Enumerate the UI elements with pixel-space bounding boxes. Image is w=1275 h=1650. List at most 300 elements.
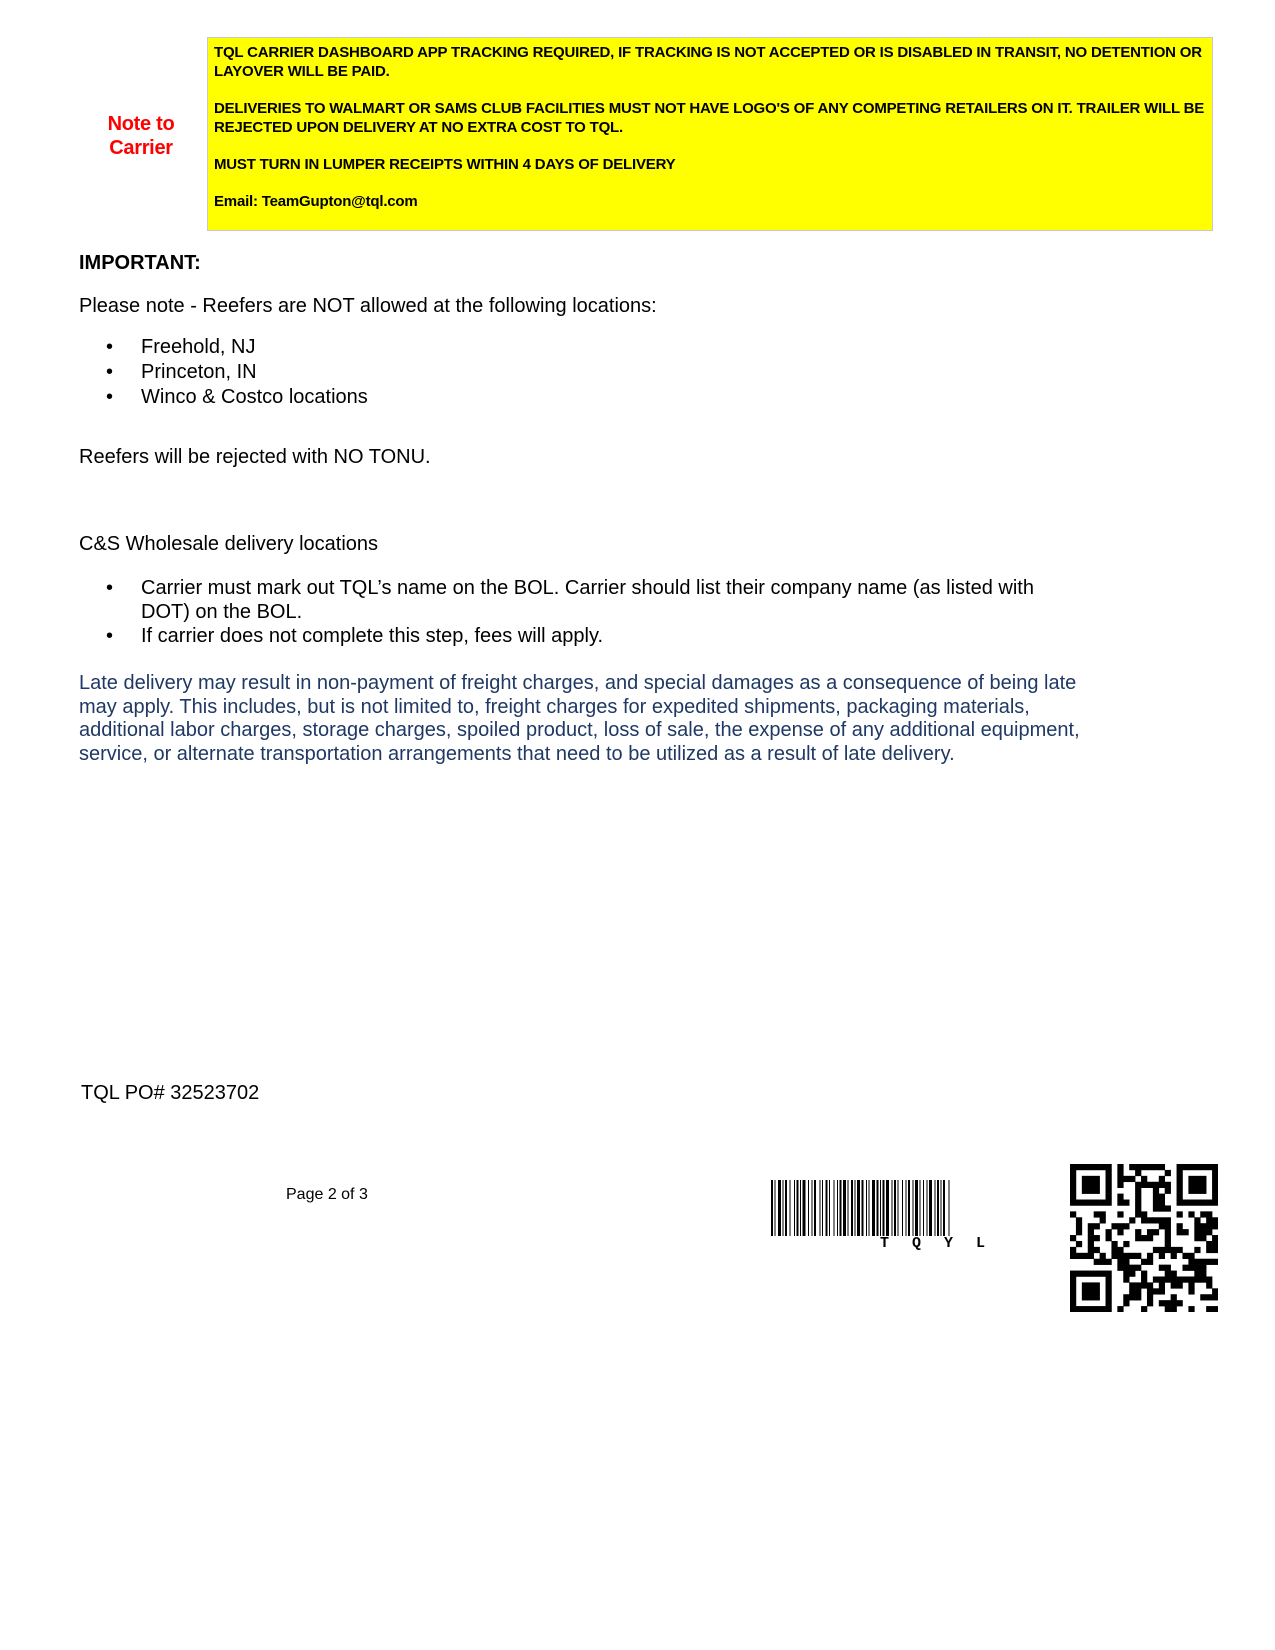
qr-module [1194, 1247, 1200, 1253]
qr-module [1135, 1229, 1141, 1235]
qr-finder-module [1094, 1164, 1100, 1170]
barcode-bar [794, 1180, 795, 1236]
qr-module [1188, 1282, 1194, 1288]
qr-module [1159, 1200, 1165, 1206]
barcode-bar [851, 1180, 853, 1236]
barcode-bar [785, 1180, 787, 1236]
barcode-bar [869, 1180, 870, 1236]
qr-module [1159, 1265, 1165, 1271]
barcode-bar [902, 1180, 903, 1236]
qr-finder-module [1070, 1282, 1076, 1288]
list-item: • Winco & Costco locations [106, 386, 368, 408]
qr-finder-module [1106, 1282, 1112, 1288]
qr-module [1200, 1259, 1206, 1265]
qr-module [1135, 1288, 1141, 1294]
qr-finder-module [1106, 1194, 1112, 1200]
barcode-bar [908, 1180, 910, 1236]
qr-finder-module [1070, 1200, 1076, 1206]
barcode-bar [877, 1180, 879, 1236]
qr-finder-module [1076, 1306, 1082, 1312]
qr-module [1159, 1194, 1165, 1200]
qr-finder-module [1088, 1306, 1094, 1312]
qr-module [1117, 1194, 1123, 1200]
cs-heading: C&S Wholesale delivery locations [79, 533, 379, 555]
qr-module [1177, 1247, 1183, 1253]
qr-module [1123, 1176, 1129, 1182]
qr-finder-module [1194, 1200, 1200, 1206]
qr-finder-module [1106, 1176, 1112, 1182]
barcode-bar [814, 1180, 816, 1236]
qr-module [1171, 1276, 1177, 1282]
qr-module [1100, 1217, 1106, 1223]
barcode-bar [771, 1180, 773, 1236]
barcode-bar [778, 1180, 781, 1236]
qr-module [1165, 1276, 1171, 1282]
barcode-bar [892, 1180, 893, 1236]
qr-finder-module [1082, 1288, 1088, 1294]
qr-finder-module [1106, 1164, 1112, 1170]
qr-module [1147, 1229, 1153, 1235]
qr-finder-module [1200, 1176, 1206, 1182]
qr-finder-module [1106, 1300, 1112, 1306]
qr-finder-module [1188, 1164, 1194, 1170]
qr-module [1076, 1217, 1082, 1223]
qr-finder-module [1088, 1188, 1094, 1194]
qr-module [1194, 1271, 1200, 1277]
qr-module [1153, 1194, 1159, 1200]
qr-finder-module [1212, 1188, 1218, 1194]
qr-module [1117, 1164, 1123, 1170]
qr-finder-module [1206, 1164, 1212, 1170]
qr-module [1117, 1306, 1123, 1312]
qr-finder-module [1106, 1200, 1112, 1206]
qr-finder-module [1106, 1276, 1112, 1282]
qr-module [1141, 1271, 1147, 1277]
qr-finder-module [1094, 1188, 1100, 1194]
qr-finder-module [1106, 1271, 1112, 1277]
qr-finder-module [1082, 1164, 1088, 1170]
qr-finder-module [1070, 1182, 1076, 1188]
qr-module [1111, 1223, 1117, 1229]
qr-module [1141, 1235, 1147, 1241]
qr-module [1117, 1259, 1123, 1265]
qr-module [1076, 1229, 1082, 1235]
qr-module [1212, 1294, 1218, 1300]
bullet-icon: • [106, 386, 114, 408]
bullet-icon: • [106, 625, 114, 647]
qr-finder-module [1082, 1182, 1088, 1188]
qr-finder-module [1094, 1282, 1100, 1288]
qr-module [1129, 1253, 1135, 1259]
qr-module [1200, 1229, 1206, 1235]
qr-module [1135, 1182, 1141, 1188]
barcode-bar [937, 1180, 939, 1236]
qr-module [1153, 1205, 1159, 1211]
qr-finder-module [1106, 1294, 1112, 1300]
qr-module [1135, 1194, 1141, 1200]
qr-module [1153, 1182, 1159, 1188]
qr-module [1100, 1259, 1106, 1265]
qr-module [1194, 1259, 1200, 1265]
barcode-bar [783, 1180, 784, 1236]
qr-module [1165, 1170, 1171, 1176]
qr-module [1088, 1235, 1094, 1241]
qr-module [1206, 1259, 1212, 1265]
qr-module [1212, 1306, 1218, 1312]
qr-module [1153, 1288, 1159, 1294]
qr-finder-module [1070, 1164, 1076, 1170]
qr-module [1182, 1276, 1188, 1282]
qr-module [1188, 1288, 1194, 1294]
barcode-bar [943, 1180, 945, 1236]
qr-module [1171, 1306, 1177, 1312]
qr-module [1141, 1259, 1147, 1265]
qr-module [1159, 1276, 1165, 1282]
reefer-location-list [79, 335, 1079, 410]
qr-module [1171, 1271, 1177, 1277]
qr-module [1123, 1294, 1129, 1300]
qr-module [1159, 1217, 1165, 1223]
qr-module [1159, 1247, 1165, 1253]
qr-module [1159, 1182, 1165, 1188]
qr-module [1188, 1259, 1194, 1265]
qr-module [1206, 1229, 1212, 1235]
barcode-image [771, 1180, 1067, 1236]
qr-module [1147, 1253, 1153, 1259]
qr-finder-module [1088, 1282, 1094, 1288]
qr-finder-module [1212, 1194, 1218, 1200]
qr-module [1135, 1265, 1141, 1271]
qr-finder-module [1200, 1164, 1206, 1170]
qr-module [1188, 1265, 1194, 1271]
qr-finder-module [1177, 1170, 1183, 1176]
qr-module [1182, 1229, 1188, 1235]
note-email: Email: TeamGupton@tql.com [214, 193, 418, 210]
qr-finder-module [1212, 1200, 1218, 1206]
qr-module [1177, 1276, 1183, 1282]
qr-module [1165, 1265, 1171, 1271]
qr-module [1194, 1276, 1200, 1282]
tql-po-number: TQL PO# 32523702 [81, 1082, 260, 1104]
qr-module [1194, 1265, 1200, 1271]
qr-module [1177, 1282, 1183, 1288]
qr-module [1141, 1282, 1147, 1288]
qr-finder-module [1088, 1200, 1094, 1206]
qr-module [1159, 1205, 1165, 1211]
qr-module [1212, 1288, 1218, 1294]
reefer-intro: Please note - Reefers are NOT allowed at the following locations: [79, 295, 657, 317]
qr-module [1200, 1223, 1206, 1229]
qr-finder-module [1070, 1176, 1076, 1182]
qr-module [1141, 1211, 1147, 1217]
qr-finder-module [1082, 1282, 1088, 1288]
qr-module [1076, 1253, 1082, 1259]
qr-module [1159, 1300, 1165, 1306]
qr-module [1212, 1247, 1218, 1253]
qr-finder-module [1082, 1200, 1088, 1206]
barcode-text: TQYL [880, 1235, 1009, 1252]
qr-module [1088, 1241, 1094, 1247]
qr-finder-module [1194, 1182, 1200, 1188]
reefer-rejection: Reefers will be rejected with NO TONU. [79, 446, 431, 468]
qr-module [1117, 1253, 1123, 1259]
qr-module [1100, 1253, 1106, 1259]
qr-finder-module [1076, 1200, 1082, 1206]
qr-finder-module [1188, 1176, 1194, 1182]
list-item: • Carrier must mark out TQL’s name on the BOL. Carrier should list their company name (as listed with DOT) on the BOL. [106, 577, 1034, 623]
qr-finder-module [1094, 1182, 1100, 1188]
qr-module [1200, 1265, 1206, 1271]
qr-module [1106, 1229, 1112, 1235]
qr-module [1141, 1176, 1147, 1182]
qr-module [1147, 1182, 1153, 1188]
qr-module [1100, 1211, 1106, 1217]
bullet-icon: • [106, 577, 114, 599]
qr-finder-module [1200, 1200, 1206, 1206]
barcode-bar [929, 1180, 932, 1236]
barcode-bar [837, 1180, 838, 1236]
qr-module [1141, 1276, 1147, 1282]
qr-module [1123, 1276, 1129, 1282]
qr-module [1153, 1276, 1159, 1282]
qr-module [1165, 1241, 1171, 1247]
qr-module [1206, 1306, 1212, 1312]
qr-finder-module [1070, 1276, 1076, 1282]
qr-module [1147, 1288, 1153, 1294]
qr-finder-module [1070, 1306, 1076, 1312]
bullet-icon: • [106, 336, 114, 358]
qr-finder-module [1070, 1294, 1076, 1300]
qr-finder-module [1106, 1288, 1112, 1294]
qr-module [1188, 1211, 1194, 1217]
qr-module [1159, 1223, 1165, 1229]
barcode-bar [822, 1180, 823, 1236]
qr-finder-module [1088, 1294, 1094, 1300]
qr-module [1094, 1223, 1100, 1229]
qr-module [1171, 1294, 1177, 1300]
qr-finder-module [1088, 1176, 1094, 1182]
qr-finder-module [1200, 1182, 1206, 1188]
list-item: • Freehold, NJ [106, 336, 256, 358]
qr-module [1094, 1235, 1100, 1241]
barcode-bar [848, 1180, 849, 1236]
qr-module [1165, 1235, 1171, 1241]
qr-module [1141, 1217, 1147, 1223]
qr-module [1135, 1253, 1141, 1259]
qr-finder-module [1177, 1182, 1183, 1188]
qr-finder-module [1177, 1164, 1183, 1170]
qr-module [1117, 1176, 1123, 1182]
cs-list [79, 576, 1079, 648]
qr-finder-module [1188, 1188, 1194, 1194]
barcode-bar [894, 1180, 896, 1236]
qr-module [1135, 1188, 1141, 1194]
qr-module [1206, 1276, 1212, 1282]
bullet-icon: • [106, 361, 114, 383]
qr-finder-module [1212, 1176, 1218, 1182]
qr-finder-module [1177, 1188, 1183, 1194]
important-heading: IMPORTANT: [79, 252, 201, 274]
qr-finder-module [1082, 1271, 1088, 1277]
barcode-bar [834, 1180, 835, 1236]
barcode-bar [843, 1180, 846, 1236]
qr-module [1117, 1223, 1123, 1229]
barcode-bar [949, 1180, 950, 1236]
qr-module [1165, 1229, 1171, 1235]
barcode-bar [840, 1180, 842, 1236]
qr-module [1159, 1282, 1165, 1288]
qr-finder-module [1188, 1182, 1194, 1188]
qr-module [1177, 1211, 1183, 1217]
qr-module [1206, 1241, 1212, 1247]
qr-finder-module [1070, 1300, 1076, 1306]
qr-module [1094, 1259, 1100, 1265]
qr-finder-module [1212, 1164, 1218, 1170]
qr-finder-module [1094, 1271, 1100, 1277]
qr-module [1212, 1217, 1218, 1223]
qr-module [1165, 1271, 1171, 1277]
qr-module [1159, 1176, 1165, 1182]
qr-module [1165, 1306, 1171, 1312]
qr-module [1147, 1300, 1153, 1306]
qr-finder-module [1100, 1306, 1106, 1312]
qr-module [1141, 1164, 1147, 1170]
qr-finder-module [1082, 1306, 1088, 1312]
qr-module [1117, 1170, 1123, 1176]
qr-module [1129, 1294, 1135, 1300]
qr-module [1165, 1182, 1171, 1188]
qr-module [1147, 1294, 1153, 1300]
qr-finder-module [1094, 1288, 1100, 1294]
qr-module [1171, 1247, 1177, 1253]
qr-finder-module [1194, 1188, 1200, 1194]
qr-finder-module [1070, 1194, 1076, 1200]
qr-module [1129, 1176, 1135, 1182]
qr-module [1123, 1223, 1129, 1229]
barcode-bar [790, 1180, 791, 1236]
note-tracking: TQL CARRIER DASHBOARD APP TRACKING REQUIRED, IF TRACKING IS NOT ACCEPTED OR IS DISABLED IN TRANSIT, NO DETENTION OR LAYOVER WILL BE PAID. [214, 44, 1202, 80]
barcode-bar [927, 1180, 928, 1236]
qr-module [1165, 1300, 1171, 1306]
qr-finder-module [1206, 1200, 1212, 1206]
barcode-bar [886, 1180, 889, 1236]
qr-finder-module [1182, 1164, 1188, 1170]
barcode-bar [866, 1180, 867, 1236]
note-label-line2: Carrier [109, 137, 173, 159]
qr-module [1165, 1217, 1171, 1223]
qr-module [1165, 1223, 1171, 1229]
qr-finder-module [1194, 1176, 1200, 1182]
qr-finder-module [1082, 1294, 1088, 1300]
qr-finder-module [1082, 1188, 1088, 1194]
barcode-bar [898, 1180, 899, 1236]
barcode-bar [883, 1180, 885, 1236]
barcode-bar [775, 1180, 776, 1236]
qr-module [1129, 1265, 1135, 1271]
qr-module [1147, 1217, 1153, 1223]
qr-module [1117, 1229, 1123, 1235]
qr-finder-module [1070, 1271, 1076, 1277]
barcode-bar [915, 1180, 918, 1236]
qr-module [1141, 1306, 1147, 1312]
late-delivery-notice: Late delivery may result in non-payment of freight charges, and special damages as a consequence of being late may apply. This includes, but is not limited to, freight charges for expedited shipments, packaging materials, additional labor charges, storage charges, spoiled product, loss of sale, the expense of any additional equipment, service, or alternate transportation arrangements that need to be utilized as a result of late delivery. [79, 672, 1080, 765]
qr-module [1129, 1164, 1135, 1170]
barcode-bar [803, 1180, 806, 1236]
qr-finder-module [1212, 1182, 1218, 1188]
qr-finder-module [1212, 1170, 1218, 1176]
qr-module [1177, 1229, 1183, 1235]
qr-finder-module [1070, 1170, 1076, 1176]
qr-module [1177, 1300, 1183, 1306]
qr-module [1147, 1235, 1153, 1241]
qr-finder-module [1106, 1306, 1112, 1312]
qr-module [1106, 1259, 1112, 1265]
qr-finder-module [1182, 1200, 1188, 1206]
qr-module [1094, 1247, 1100, 1253]
qr-finder-module [1094, 1176, 1100, 1182]
barcode-bar [862, 1180, 864, 1236]
qr-module [1117, 1211, 1123, 1217]
qr-module [1206, 1217, 1212, 1223]
qr-module [1188, 1253, 1194, 1259]
page-indicator: Page 2 of 3 [286, 1186, 368, 1203]
qr-finder-module [1100, 1164, 1106, 1170]
qr-module [1188, 1276, 1194, 1282]
carrier-note-box [207, 37, 1213, 231]
qr-module [1153, 1229, 1159, 1235]
qr-module [1194, 1235, 1200, 1241]
qr-finder-module [1088, 1164, 1094, 1170]
barcode-bar [923, 1180, 924, 1236]
qr-code-image [1070, 1164, 1218, 1312]
qr-module [1182, 1253, 1188, 1259]
qr-finder-module [1094, 1306, 1100, 1312]
barcode-bar [855, 1180, 856, 1236]
qr-module [1212, 1259, 1218, 1265]
qr-module [1088, 1253, 1094, 1259]
qr-finder-module [1088, 1271, 1094, 1277]
qr-module [1212, 1223, 1218, 1229]
qr-module [1147, 1259, 1153, 1265]
qr-module [1135, 1170, 1141, 1176]
qr-module [1117, 1265, 1123, 1271]
qr-module [1159, 1253, 1165, 1259]
qr-module [1123, 1200, 1129, 1206]
qr-module [1153, 1200, 1159, 1206]
qr-finder-module [1070, 1288, 1076, 1294]
barcode-bar [797, 1180, 799, 1236]
qr-finder-module [1088, 1288, 1094, 1294]
qr-module [1070, 1235, 1076, 1241]
note-lumper: MUST TURN IN LUMPER RECEIPTS WITHIN 4 DAYS OF DELIVERY [214, 156, 676, 173]
barcode-bar [872, 1180, 875, 1236]
qr-module [1135, 1205, 1141, 1211]
qr-module [1206, 1282, 1212, 1288]
qr-module [1171, 1282, 1177, 1288]
qr-finder-module [1177, 1200, 1183, 1206]
qr-module [1200, 1271, 1206, 1277]
qr-module [1135, 1211, 1141, 1217]
qr-module [1194, 1217, 1200, 1223]
qr-module [1117, 1182, 1123, 1188]
qr-module [1171, 1253, 1177, 1259]
qr-module [1129, 1288, 1135, 1294]
barcode-bar [920, 1180, 921, 1236]
qr-module [1117, 1200, 1123, 1206]
qr-module [1153, 1164, 1159, 1170]
qr-module [1135, 1200, 1141, 1206]
qr-module [1147, 1164, 1153, 1170]
